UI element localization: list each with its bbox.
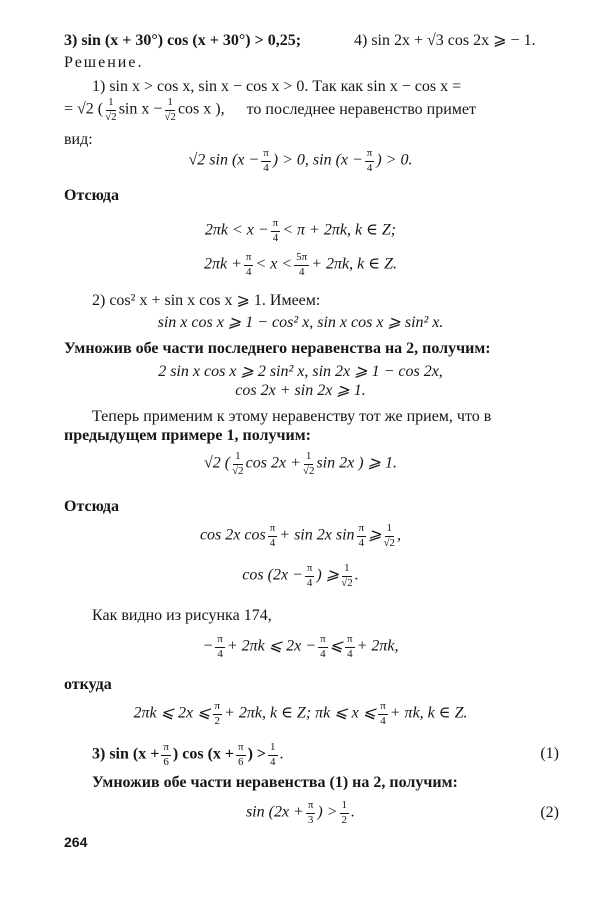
ineq-f-c: + πk, k ∈ Z. <box>389 704 468 722</box>
fraction-numerator: π <box>244 252 254 266</box>
solution-1-line-3: вид: <box>64 131 93 148</box>
solution-heading: Решение. <box>64 54 144 71</box>
fraction-numerator: 1 <box>340 800 350 814</box>
ineq-e-d: + 2πk, <box>356 637 399 655</box>
eq-cos-a-c: ⩾ <box>368 526 382 544</box>
fraction-denominator: √2 <box>341 576 353 589</box>
eq-sqrt2-c: sin 2x ) ⩾ 1. <box>316 454 397 472</box>
ineq-b-left: 2πk + <box>203 255 242 273</box>
eq-cos-a-d: , <box>397 526 402 544</box>
fraction-denominator: 6 <box>238 755 244 768</box>
fraction-numerator: 1 <box>268 742 278 756</box>
fraction-denominator: 4 <box>366 161 373 174</box>
eq-last-b: ) > <box>317 803 338 821</box>
fraction-denominator: 4 <box>263 161 269 174</box>
fraction-numerator: π <box>345 634 355 648</box>
solution-2-line-1: 2) cos² x + sin x cos x ⩾ 1. Имеем: <box>92 292 321 309</box>
fraction-denominator: 4 <box>358 536 365 549</box>
fraction-numerator: 1 <box>304 451 314 465</box>
fraction-1-sqrt2 <box>341 563 353 589</box>
fraction-1-sqrt2 <box>232 451 244 477</box>
fraction-denominator: 3 <box>307 813 314 826</box>
solution-2-line-2: sin x cos x ⩾ 1 − cos² x, sin x cos x ⩾ sin² x. <box>157 314 444 331</box>
fraction-numerator: π <box>161 742 171 756</box>
fraction-denominator: √2 <box>164 110 176 123</box>
fraction-denominator: 2 <box>214 714 221 727</box>
fraction-pi-4 <box>268 523 278 549</box>
fraction-denominator: 6 <box>163 755 169 768</box>
problem-4-header <box>354 33 536 49</box>
fraction-numerator: π <box>306 800 316 814</box>
fraction-numerator: π <box>215 634 225 648</box>
fraction-pi-4 <box>305 563 315 589</box>
fraction-pi-6 <box>236 742 246 768</box>
fraction-pi-4 <box>215 634 225 660</box>
fraction-1-sqrt2 <box>164 97 176 123</box>
eq-last-a: sin (2x + <box>245 803 304 821</box>
eq-vid-c: ) > 0. <box>376 151 413 169</box>
teper-line-1: Теперь применим к этому неравенству тот же прием, что в <box>92 408 492 425</box>
ineq-b-mid: < x < <box>255 255 293 273</box>
solution-3-line <box>92 742 284 768</box>
fraction-denominator: √2 <box>302 464 315 477</box>
ineq-f-b: + 2πk, k ∈ Z; πk ⩽ x ⩽ <box>224 704 377 722</box>
fraction-denominator: 4 <box>269 536 276 549</box>
fraction-numerator: π <box>268 523 278 537</box>
fraction-denominator: 4 <box>320 647 326 660</box>
fraction-pi-4 <box>345 634 355 660</box>
fraction-numerator: π <box>261 148 271 162</box>
equation-cos-a <box>0 523 601 549</box>
fraction-denominator: √2 <box>232 464 244 477</box>
fraction-numerator: π <box>236 742 246 756</box>
fraction-denominator: 4 <box>347 647 353 660</box>
solution-1-line-1: 1) sin x > cos x, sin x − cos x > 0. Так как sin x − cos x = <box>92 78 462 95</box>
inequality-f <box>0 701 601 727</box>
fraction-pi-4 <box>318 634 328 660</box>
eq-vid-b: ) > 0, sin (x − <box>272 151 363 169</box>
fraction-denominator: 4 <box>217 647 223 660</box>
equation-number-1: (1) <box>540 745 559 762</box>
line2-part-a: = √2 ( <box>64 100 104 118</box>
fraction-numerator: 1 <box>233 451 243 465</box>
fraction-pi-4 <box>271 218 281 244</box>
eq-vid-a: √2 sin (x − <box>188 151 260 169</box>
s3-d: . <box>279 745 284 763</box>
eq-cos-a-b: + sin 2x sin <box>279 526 355 544</box>
inequality-c: 2 sin x cos x ⩾ 2 sin² x, sin 2x ⩾ 1 − cos 2x, <box>158 363 443 380</box>
fraction-pi-2 <box>213 701 223 727</box>
equation-number-2: (2) <box>540 804 559 821</box>
ineq-b-right: + 2πk, k ∈ Z. <box>311 255 397 273</box>
otkuda: откуда <box>64 676 112 693</box>
fraction-denominator: 2 <box>341 813 348 826</box>
problem-3-text: 3) sin (x + 30°) cos (x + 30°) > 0,25; <box>64 32 302 49</box>
eq-cos-b-a: cos (2x − <box>242 566 303 584</box>
fraction-denominator: 4 <box>270 755 276 768</box>
umnozhiv-2: Умножив обе части неравенства (1) на 2, получим: <box>92 774 458 791</box>
ineq-e-a: − <box>202 637 214 655</box>
fraction-1-2 <box>340 800 350 826</box>
ineq-e-b: + 2πk ⩽ 2x − <box>226 637 317 655</box>
fraction-numerator: π <box>357 523 367 537</box>
otsyuda-2: Отсюда <box>64 498 120 515</box>
line2-part-d: то последнее неравенство примет <box>246 100 476 118</box>
s3-a: 3) sin (x + <box>92 745 160 763</box>
fraction-denominator: 4 <box>245 265 252 278</box>
inequality-e <box>0 634 601 660</box>
fraction-denominator: 4 <box>272 231 279 244</box>
fraction-numerator: 5π <box>294 252 309 266</box>
eq-last-c: . <box>351 803 356 821</box>
inequality-d: cos 2x + sin 2x ⩾ 1. <box>235 382 366 399</box>
fraction-1-sqrt2 <box>303 451 315 477</box>
line2-part-c: cos x ), <box>177 100 225 118</box>
fraction-numerator: 1 <box>385 523 395 537</box>
fraction-denominator: √2 <box>383 536 396 549</box>
eq-sqrt2-a: √2 ( <box>204 454 231 472</box>
eq-cos-b-b: ) ⩾ <box>316 566 340 584</box>
fraction-numerator: 1 <box>106 97 116 111</box>
inequality-a <box>0 218 601 244</box>
kak-vidno: Как видно из рисунка 174, <box>92 607 272 624</box>
fraction-pi-4 <box>365 148 375 174</box>
eq-sqrt2-b: cos 2x + <box>245 454 301 472</box>
eq-cos-a-a: cos 2x cos <box>199 526 266 544</box>
equation-last <box>0 800 601 826</box>
fraction-numerator: π <box>365 148 375 162</box>
line2-part-b: sin x − <box>118 100 163 118</box>
fraction-pi-4 <box>357 523 367 549</box>
ineq-f-a: 2πk ⩽ 2x ⩽ <box>133 704 211 722</box>
fraction-pi-6 <box>161 742 171 768</box>
fraction-numerator: π <box>378 701 388 715</box>
inequality-b <box>0 252 601 278</box>
page-number: 264 <box>64 834 88 850</box>
fraction-pi-3 <box>306 800 316 826</box>
fraction-denominator: 4 <box>380 714 386 727</box>
fraction-denominator: 4 <box>298 265 305 278</box>
otsyuda-1: Отсюда <box>64 187 120 204</box>
fraction-numerator: 1 <box>165 97 175 111</box>
solution-1-line-2 <box>64 97 476 123</box>
problem-3-header <box>64 33 301 49</box>
fraction-1-sqrt2 <box>384 523 396 549</box>
fraction-pi-4 <box>244 252 254 278</box>
fraction-numerator: π <box>271 218 281 232</box>
problem-4-text: 4) sin 2x + √3 cos 2x ⩾ − 1. <box>354 32 536 49</box>
fraction-pi-4 <box>378 701 388 727</box>
fraction-1-4 <box>268 742 278 768</box>
fraction-numerator: π <box>305 563 315 577</box>
ineq-e-c: ⩽ <box>329 637 344 655</box>
equation-sqrt2 <box>0 451 601 477</box>
fraction-numerator: π <box>318 634 328 648</box>
fraction-1-sqrt2 <box>105 97 117 123</box>
fraction-5pi-4 <box>294 252 309 278</box>
equation-cos-b <box>0 563 601 589</box>
fraction-pi-4 <box>261 148 271 174</box>
ineq-a-right: < π + 2πk, k ∈ Z; <box>282 221 397 239</box>
s3-b: ) cos (x + <box>172 745 235 763</box>
fraction-numerator: π <box>213 701 223 715</box>
umnozhiv-1: Умножив обе части последнего неравенства на 2, получим: <box>64 340 491 357</box>
fraction-denominator: 4 <box>306 576 313 589</box>
s3-c: ) > <box>247 745 267 763</box>
equation-vid <box>0 148 601 174</box>
ineq-a-left: 2πk < x − <box>204 221 269 239</box>
fraction-denominator: √2 <box>105 110 117 123</box>
teper-line-2: предыдущем примере 1, получим: <box>64 427 311 444</box>
eq-cos-b-c: . <box>354 566 359 584</box>
fraction-numerator: 1 <box>342 563 352 577</box>
